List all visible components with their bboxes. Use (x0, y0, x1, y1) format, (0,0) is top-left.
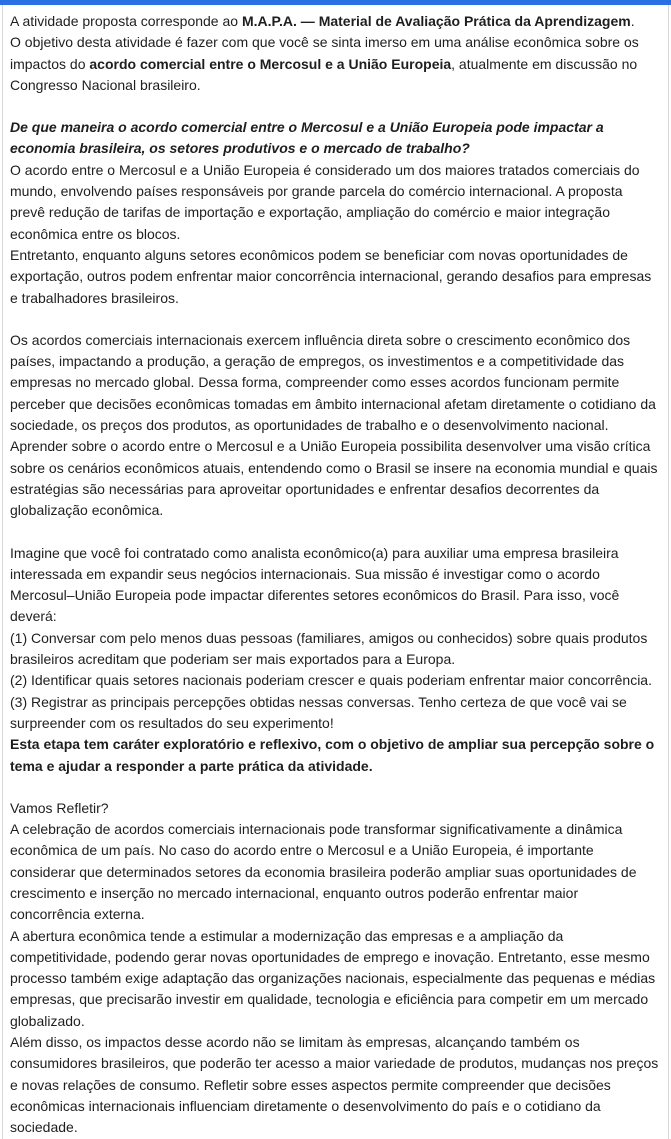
paragraph-spacer (10, 96, 659, 117)
text-run: M.A.P.A. — Material de Avaliação Prática da Aprendizagem (241, 13, 631, 29)
reflection-paragraph (10, 798, 659, 1139)
agreement-overview-paragraph (10, 160, 659, 309)
question-heading (10, 117, 659, 160)
text-run: A celebração de acordos comerciais internacionais pode transformar significativamente a dinâmica econômica de um país. No caso do acordo entre o Mercosul e a União Europeia, é importante considerar que determinados setores da economia brasileira poderão ampliar suas oportunidades de crescimento e inserção no mercado internacional, enquanto outros poderão enfrentar maior concorrência externa. (10, 821, 637, 923)
activity-description-panel (2, 5, 669, 1139)
text-run: , atualmente em discussão no Congresso Nacional brasileiro. (10, 55, 638, 93)
text-run: Entretanto, enquanto alguns setores econômicos podem se beneficiar com novas oportunidades de exportação, outros podem enfrentar maior concorrência internacional, gerando desafios para empresas e trabalhadores brasileiros. (10, 246, 652, 306)
paragraph-spacer (10, 522, 659, 543)
document-body (10, 11, 659, 1139)
text-run: Vamos Refletir? (10, 799, 109, 816)
importance-paragraph (10, 330, 659, 522)
intro-paragraph (10, 11, 659, 96)
text-run: A atividade proposta corresponde ao (10, 13, 242, 29)
text-run: O objetivo desta atividade é fazer com que você se sinta imerso em uma análise econômica sobre os impactos do (10, 34, 639, 72)
text-run: Aprender sobre o acordo entre o Mercosul e a União Europeia possibilita desenvolver uma visão crítica sobre os cenários econômicos atuais, entendendo como o Brasil se insere na economia mundial e quais estratégias são necessárias para aproveitar oportunidades e enfrentar desafios decorrentes da globalização econômica. (10, 438, 658, 519)
text-run: (3) Registrar as principais percepções obtidas nessas conversas. Tenho certeza de que você vai se surpreender com os resultados do seu experimento! (10, 693, 627, 731)
paragraph-spacer (10, 309, 659, 330)
text-run: A abertura econômica tende a estimular a modernização das empresas e a ampliação da competitividade, podendo gerar novas oportunidades de emprego e inovação. Entretanto, esse mesmo processo também exige adaptação das organizações nacionais, especialmente das pequenas e médias empresas, que precisarão investir em qualidade, tecnologia e eficiência para competir em um mercado globalizado. (10, 927, 656, 1029)
text-run: acordo comercial entre o Mercosul e a União Europeia (89, 55, 452, 72)
task-paragraph (10, 543, 659, 777)
text-run: (2) Identificar quais setores nacionais poderiam crescer e quais poderiam enfrentar maior concorrência. (10, 672, 652, 689)
paragraph-spacer (10, 777, 659, 798)
text-run: O acordo entre o Mercosul e a União Europeia é considerado um dos maiores tratados comerciais do mundo, envolvendo países responsáveis por grande parcela do comércio internacional. A proposta prevê redução de tarifas de importação e exportação, ampliação do comércio e maior integração econômica entre os blocos. (10, 161, 640, 242)
text-run: Os acordos comerciais internacionais exercem influência direta sobre o crescimento econômico dos países, impactando a produção, a geração de empregos, os investimentos e a competitividade das empresas no mercado global. Dessa forma, compreender como esses acordos funcionam permite perceber que decisões econômicas tomadas em âmbito internacional afetam diretamente o cotidiano da sociedade, os preços dos produtos, as oportunidades de trabalho e o desenvolvimento nacional. (10, 331, 656, 434)
text-run: De que maneira o acordo comercial entre o Mercosul e a União Europeia pode impactar a economia brasileira, os setores produtivos e o mercado de trabalho? (10, 119, 604, 157)
text-run: (1) Conversar com pelo menos duas pessoas (familiares, amigos ou conhecidos) sobre quais produtos brasileiros acreditam que poderiam ser mais exportados para a Europa. (10, 629, 648, 668)
text-run: Além disso, os impactos desse acordo não se limitam às empresas, alcançando também os consumidores brasileiros, que poderão ter acesso a maior variedade de produtos, mudanças nos preços e novas relações de consumo. Refletir sobre esses aspectos permite compreender que decisões econômicas internacionais influenciam diretamente o desenvolvimento do país e o cotidiano da sociedade. (10, 1034, 659, 1136)
text-run: . (630, 13, 635, 29)
text-run: Esta etapa tem caráter exploratório e reflexivo, com o objetivo de ampliar sua percepção sobre o tema e ajudar a responder a parte prática da atividade. (10, 736, 655, 774)
text-run: Imagine que você foi contratado como analista econômico(a) para auxiliar uma empresa brasileira interessada em expandir seus negócios internacionais. Sua missão é investigar como o acordo Mercosul–União Europeia pode impactar diferentes setores econômicos do Brasil. Para isso, você deverá: (10, 544, 620, 625)
